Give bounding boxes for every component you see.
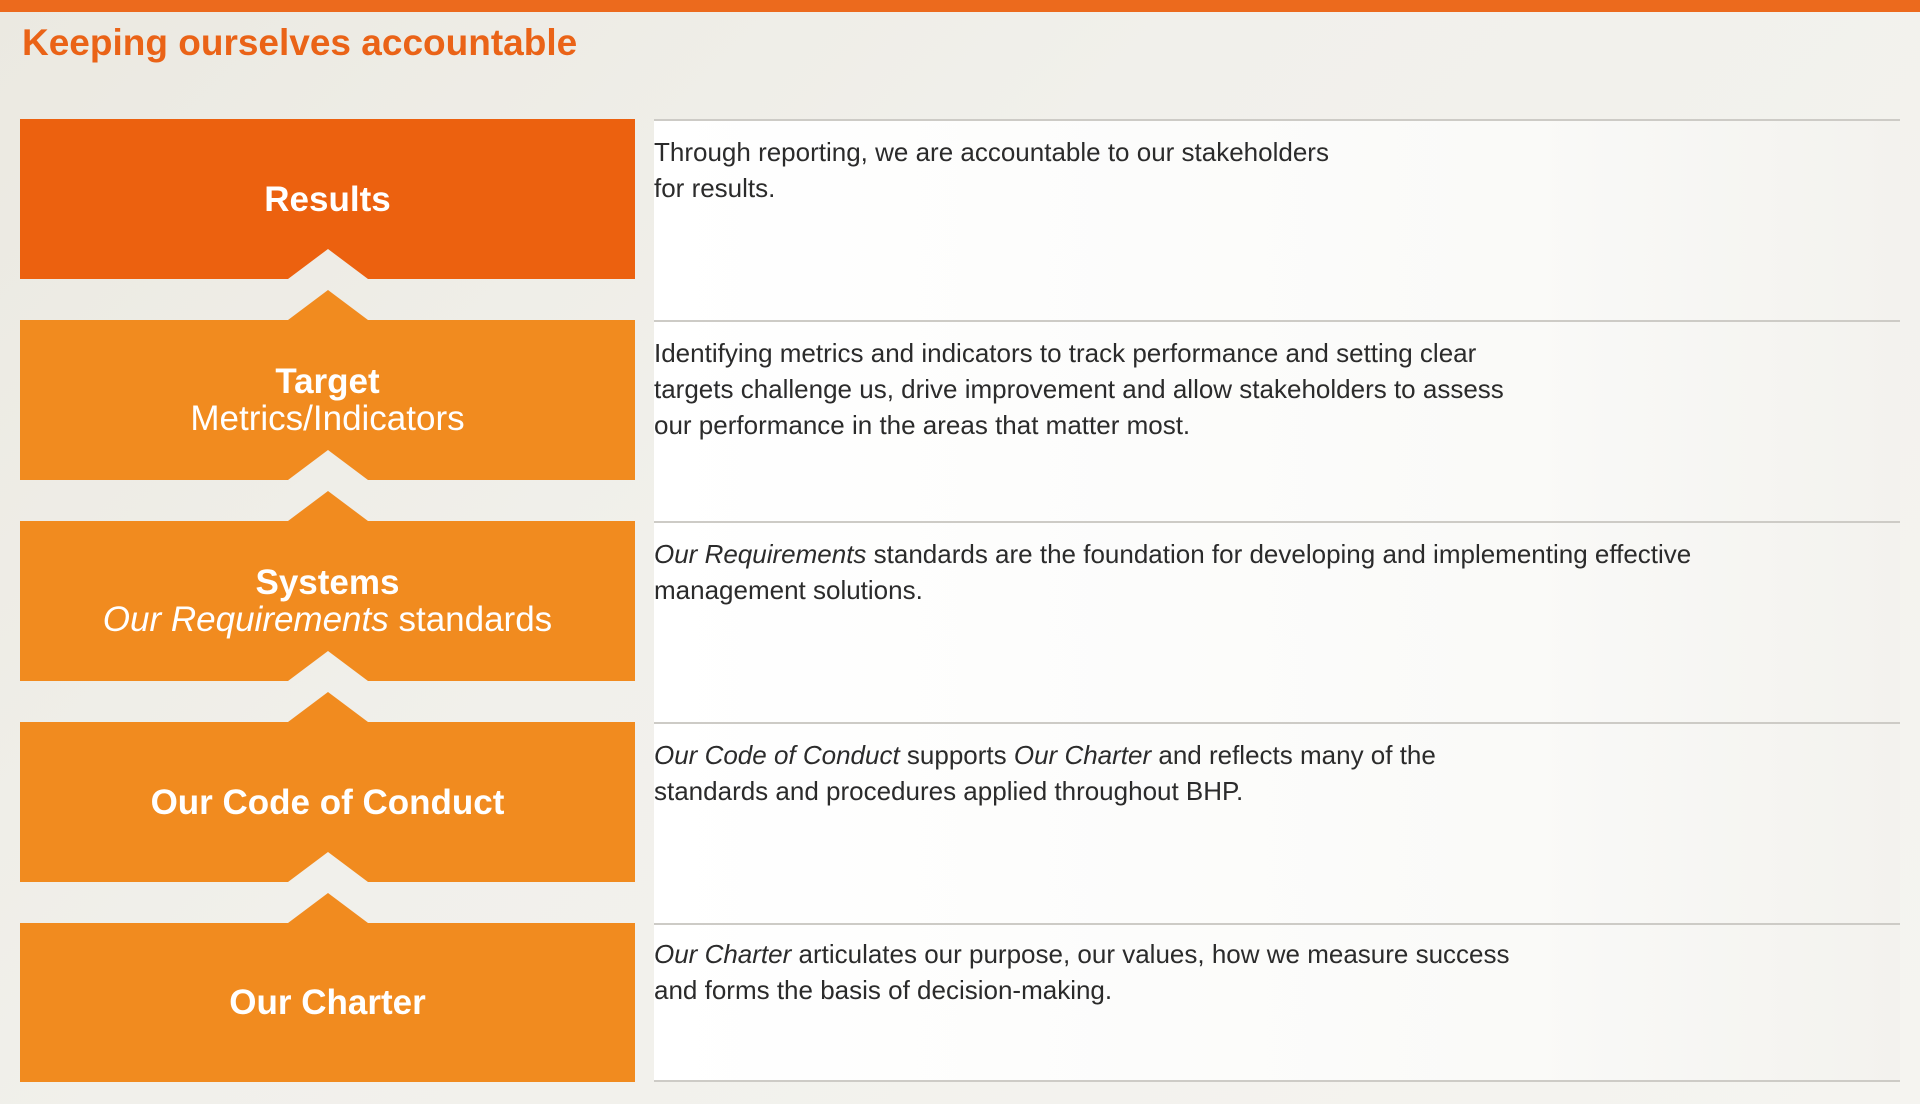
description-code-of-conduct (654, 737, 1744, 809)
description-segment: targets challenge us, drive improvement and allow stakeholders to assess (654, 374, 1504, 404)
divider-1 (654, 320, 1900, 322)
description-segment: management solutions. (654, 575, 923, 605)
top-accent-bar (0, 0, 1920, 12)
description-segment: our performance in the areas that matter most. (654, 410, 1191, 440)
level-systems-title: Systems (255, 563, 400, 602)
divider-3 (654, 722, 1900, 724)
level-target-label (20, 320, 635, 480)
description-target (654, 335, 1744, 443)
level-systems-label (20, 521, 635, 681)
divider-bottom (654, 1080, 1900, 1082)
description-segment: Through reporting, we are accountable to our stakeholders (654, 137, 1329, 167)
description-segment: Our Charter (1013, 740, 1152, 770)
divider-4 (654, 923, 1900, 925)
description-results (654, 134, 1744, 206)
description-charter (654, 936, 1744, 1008)
level-charter-label (20, 923, 635, 1082)
level-target-subtitle: Metrics/Indicators (190, 399, 465, 438)
level-systems-subtitle-rest: standards (388, 600, 553, 639)
description-segment: supports (899, 740, 1014, 770)
accountability-diagram (20, 119, 635, 1082)
description-segment: and reflects many of the (1151, 740, 1436, 770)
level-results-label (20, 119, 635, 279)
description-segment: Our Charter (654, 939, 792, 969)
description-segment: and forms the basis of decision-making. (654, 975, 1113, 1005)
level-charter-title: Our Charter (229, 983, 426, 1022)
level-code-title: Our Code of Conduct (150, 782, 505, 822)
description-systems (654, 536, 1744, 608)
divider-0 (654, 119, 1900, 121)
level-results-title: Results (264, 179, 391, 219)
page-title: Keeping ourselves accountable (22, 22, 578, 63)
description-segment: Identifying metrics and indicators to track performance and setting clear (654, 338, 1477, 368)
level-systems-subtitle-italic: Our Requirements (102, 600, 389, 639)
description-segment: articulates our purpose, our values, how we measure success (791, 939, 1510, 969)
level-target-title: Target (275, 362, 380, 401)
description-segment: Our Requirements (654, 539, 867, 569)
level-systems-subtitle (103, 601, 552, 638)
level-code-label (20, 722, 635, 882)
description-segment: Our Code of Conduct (654, 740, 900, 770)
divider-2 (654, 521, 1900, 523)
description-segment: standards are the foundation for developing and implementing effective (866, 539, 1692, 569)
description-segment: standards and procedures applied throughout BHP. (654, 776, 1244, 806)
description-segment: for results. (654, 173, 776, 203)
